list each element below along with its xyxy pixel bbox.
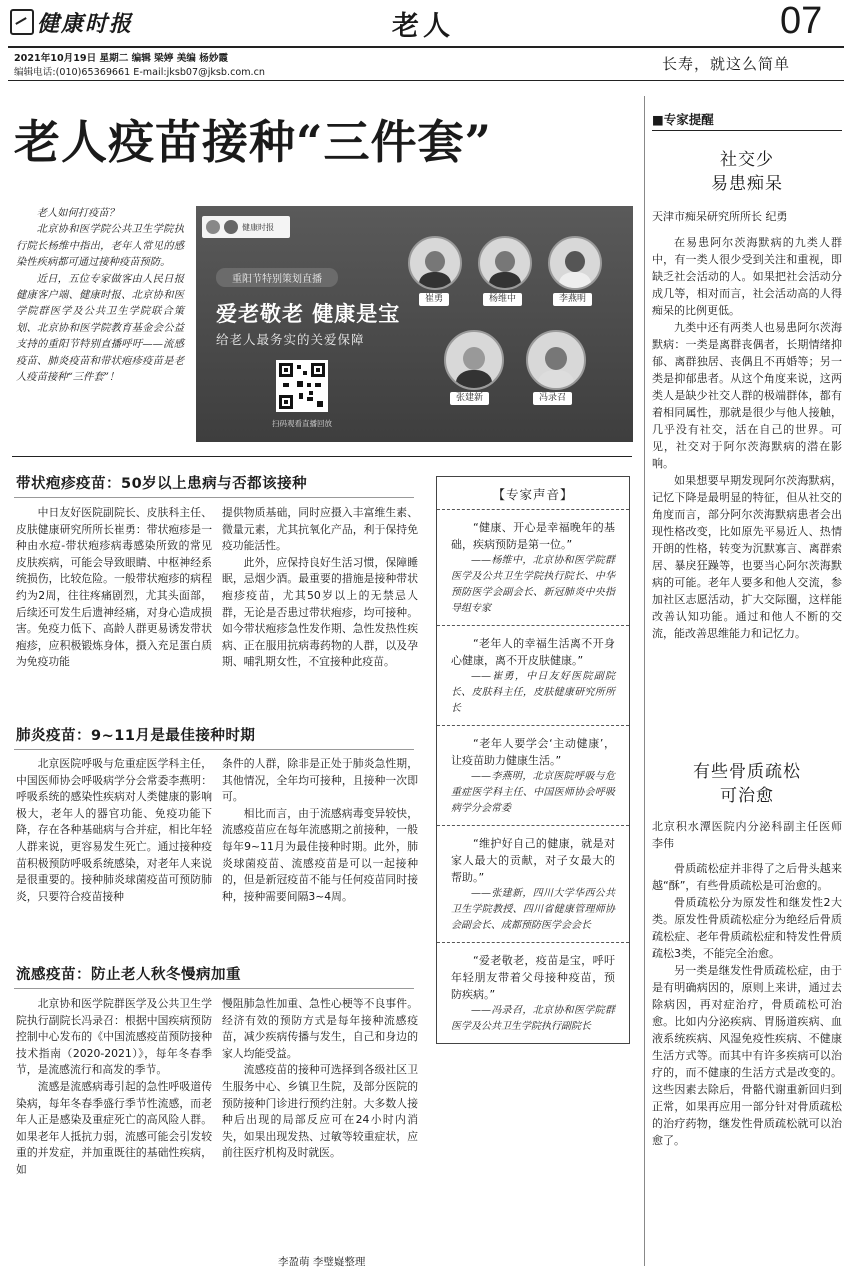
expert-voices-title: 【专家声音】 (437, 477, 629, 510)
expert-voices-box (436, 476, 630, 1044)
article-byline: 北京积水潭医院内分泌科副主任医师 李伟 (652, 820, 842, 850)
masthead (0, 0, 852, 86)
paragraph: 骨质疏松症并非得了之后骨头越来越“酥”，有些骨质疏松是可治愈的。 (652, 862, 842, 892)
livestream-promo-image (196, 206, 633, 442)
contact-line: 编辑电话:(010)65369661 E-mail:jksb07@jksb.com.cn (14, 67, 265, 78)
byline: 李盈萌 李璧嶷整理 (278, 1256, 366, 1268)
paragraph: 此外，应保持良好生活习惯，保障睡眠，忌烟少酒。最重要的措施是接种带状疱疹疫苗，尤其50岁以上的无禁忌人群，无论是否患过带状疱疹，均可接种。如今带状疱疹急性发作期、急性发热性疾病、正在服用抗病毒药物的人群，以及孕期、哺乳期女性，不宜接种此疫苗。 (222, 555, 418, 669)
sidebar-article-social (652, 148, 842, 642)
paragraph: 北京医院呼吸与危重症医学科主任，中国医师协会呼吸病学分会常委李燕明：呼吸系统的感染性疾病对人类健康的影响极大，老年人的器官功能、免疫功能下降，存在各种基础病与合并症，相比年轻人群来说，更容易发生死亡。通过接种疫苗积极预防呼吸系统感染，对老年人来说是很重要的。接种肺炎球菌疫苗可预防肺炎，只要符合疫苗接种 (16, 757, 212, 903)
paragraph: 另一类是继发性骨质疏松症，由于是有明确病因的，原则上来讲，通过去除病因，再对症治疗，骨质疏松可治愈。比如内分泌疾病、胃肠道疾病、血液系统疾病、风湿免疫性疾病、不健康生活方式等。而其中有许多疾病可以治疗的，而不健康的生活方式是改变的。这些因素去除后，骨骼代谢重新回归到正常，如果再应用一部分针对骨质疏松的治疗药物，继发性骨质疏松就可以治愈了。 (652, 964, 842, 1147)
logo-badge-icon (224, 220, 238, 234)
paragraph: 流感疫苗的接种可选择到各级社区卫生服务中心、乡镇卫生院，及部分医院的预防接种门诊进行预约注射。大多数人接种后出现的局部反应可在24小时内消失，如果出现发热、过敏等较重症状，应前往医疗机构及时就医。 (222, 1063, 418, 1160)
paragraph: 条件的人群，除非是正处于肺炎急性期，其他情况，全年均可接种，且接种一次即可。 (222, 757, 418, 804)
expert-portrait (526, 330, 586, 390)
article-title: 社交少 易患痴呆 (711, 150, 783, 194)
qr-caption: 扫码观看直播回放 (272, 419, 332, 428)
intro-question: 老人如何打疫苗？ (36, 207, 119, 219)
expert-quote: “健康、开心是幸福晚年的基础，疾病预防是第一位。” ——杨维中，北京协和医学院群医学及公共卫生学院执行院长、中华预防医学会副会长、新冠肺炎中央指导组专家 (437, 510, 629, 626)
expert-name: 李燕明 (553, 293, 592, 306)
paragraph: 在易患阿尔茨海默病的九类人群中，有一类人很少受到关注和重视，即缺乏社会活动的人。如果把社会活动分成几等，相对而言，社会活动高的人得痴呆的比例更低。 (652, 236, 842, 317)
expert-name: 冯录召 (533, 392, 572, 405)
article-title: 有些骨质疏松 可治愈 (693, 762, 801, 806)
expert-quote: “老年人要学会‘主动健康’，让疫苗助力健康生活。” ——李燕明，北京医院呼吸与危重症医学科主任、中国医师协会呼吸病学分会常委 (437, 726, 629, 826)
qr-code-icon (279, 363, 325, 409)
newspaper-logo (10, 8, 133, 36)
expert-quote: “维护好自己的健康，就是对家人最大的贡献，对子女最大的帮助。” ——张建新，四川大学华西公共卫生学院教授、四川省健康管理师协会副会长、成都预防医学会会长 (437, 826, 629, 943)
logo-mark-icon (10, 9, 34, 35)
intro-block (16, 205, 184, 385)
promo-title: 爱老敬老 健康是宝 (216, 301, 401, 326)
intro-paragraph: 近日，五位专家做客由人民日报健康客户端、健康时报、北京协和医学院群医学及公共卫生学院联合策划、北京协和医学院教育基金会公益支持的重阳节特别直播呼吁——流感疫苗、肺炎疫苗和带状疱疹疫苗是老人疫苗接种“三件套”！ (16, 272, 184, 384)
expert-name: 张建新 (450, 392, 489, 405)
paragraph: 九类中还有两类人也易患阿尔茨海默病：一类是离群丧偶者，长期情绪抑郁、离群独居、丧偶且不再婚等；另一类是抑郁患者。从这个角度来说，这两类人是缺少社交人群的极端群体，都有着相同属性，那就是很少与他人接触，几乎没有社交，活在自己的世界。可见，社交对于阿尔茨海默病的潜在影响。 (652, 321, 842, 470)
expert-quote: “爱老敬老，疫苗是宝，呼吁年轻朋友带着父母接种疫苗，预防疾病。” ——冯录召，北京协和医学院群医学及公共卫生学院执行副院长 (451, 954, 615, 1032)
logo-text: 健康时报 (37, 10, 134, 37)
paragraph: 中日友好医院副院长、皮肤科主任、皮肤健康研究所所长崔勇：带状疱疹是一种由水痘-带状疱疹病毒感染所致的常见皮肤疾病，可能会导致眼睛、中枢神经系统损伤，比较危险。一般带状疱疹的病程约为2周，往往疼痛剧烈，尤其头面部，后续还可发生后遗神经痛，对身心造成损害。免疫力低下、高龄人群更易诱发带状疱疹，应积极锻炼身体，摄入充足蛋白质为免疫功能 (16, 506, 212, 669)
section-name: 老人 (392, 11, 454, 42)
section-title-shingles: 带状疱疹疫苗：50岁以上患病与否都该接种 (16, 476, 308, 492)
paragraph: 北京协和医学院群医学及公共卫生学院执行副院长冯录召：根据中国疾病预防控制中心发布的《中国流感疫苗预防接种技术指南（2020-2021）》，每年冬春季节，是流感流行和高发的季节。 (16, 997, 212, 1077)
section-title-flu: 流感疫苗：防止老人秋冬慢病加重 (16, 967, 241, 983)
section-shingles-col1 (16, 505, 212, 671)
expert-portrait (408, 236, 462, 290)
expert-portrait (548, 236, 602, 290)
sidebar-label: ■专家提醒 (652, 112, 714, 127)
paragraph: 流感是流感病毒引起的急性呼吸道传染病，每年冬春季盛行季节性流感，而老年人正是感染及重症死亡的高风险人群。如果老年人抵抗力弱，流感可能会引发较重的并发症，并加重既往的基础性疾病，如 (16, 1079, 212, 1176)
paragraph: 相比而言，由于流感病毒变异较快，流感疫苗应在每年流感期之前接种，一般每年9~11月为最佳接种时期。此外，肺炎球菌疫苗、流感疫苗是可以一起接种的，但是新冠疫苗不能与任何疫苗同时接种，接种需要间隔3~4周。 (222, 806, 418, 903)
expert-name: 崔勇 (419, 293, 449, 306)
date-line: 2021年10月19日 星期二 编辑 梁婷 美编 杨妙霞 (14, 53, 229, 64)
promo-banner: 重阳节特别策划直播 (216, 268, 338, 287)
slogan: 长寿，就这么简单 (662, 55, 791, 73)
paragraph: 慢阻肺急性加重、急性心梗等不良事件。经济有效的预防方式是每年接种流感疫苗，减少疾病传播与发生，自己和身边的家人均能受益。 (222, 997, 418, 1060)
expert-portrait (478, 236, 532, 290)
section-flu-col2 (222, 996, 418, 1162)
section-shingles-col2 (222, 505, 418, 671)
section-title-pneumonia: 肺炎疫苗：9~11月是最佳接种时期 (16, 728, 256, 744)
main-headline: 老人疫苗接种“三件套” (14, 115, 492, 169)
section-flu-col1 (16, 996, 212, 1179)
sidebar-article-osteoporosis (652, 760, 842, 1149)
expert-quote: “老年人的幸福生活离不开身心健康，离不开皮肤健康。” ——崔勇，中日友好医院副院长、皮肤科主任，皮肤健康研究所所长 (437, 626, 629, 726)
page-number: 07 (780, 0, 823, 42)
section-pneumonia-col2 (222, 756, 418, 905)
expert-portrait (444, 330, 504, 390)
promo-subtitle: 给老人最务实的关爱保障 (216, 332, 365, 347)
expert-name: 杨维中 (483, 293, 522, 306)
section-pneumonia-col1 (16, 756, 212, 905)
promo-logo-strip (202, 216, 290, 238)
qr-code (276, 360, 328, 412)
paragraph: 提供物质基础，同时应摄入丰富维生素、微量元素，尤其抗氧化产品，利于保持免疫功能活性。 (222, 506, 418, 553)
logo-badge-icon (206, 220, 220, 234)
paragraph: 如果想要早期发现阿尔茨海默病，记忆下降是最明显的特征，但从社交的角度而言，部分阿尔茨海默病患者会出现性格改变，比如原先平易近人、热情开朗的性格，转变为沉默寡言、离群索居、暴戾狂躁等，也要当心阿尔茨海默病的可能。老年人要多和他人交流，参加社区志愿活动，扩大交际圈，这样能改善认知功能。通过和他人不断的交流，能改善思维能力和记忆力。 (652, 474, 842, 640)
promo-logo-text: 健康时报 (242, 222, 274, 232)
intro-paragraph: 北京协和医学院公共卫生学院执行院长杨维中指出，老年人常见的感染性疾病都可通过接种疫苗预防。 (16, 223, 184, 269)
article-byline: 天津市痴呆研究所所长 纪勇 (652, 210, 788, 223)
paragraph: 骨质疏松分为原发性和继发性2大类。原发性骨质疏松症分为绝经后骨质疏松症、老年骨质疏松症和特发性骨质疏松3类，不能完全治愈。 (652, 896, 842, 960)
